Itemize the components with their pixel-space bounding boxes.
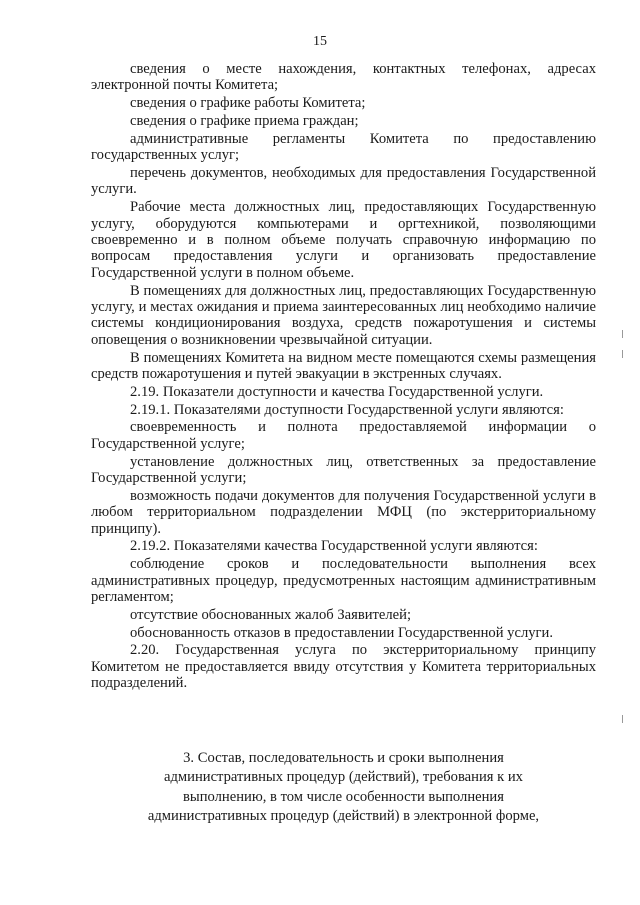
section-heading-line: административных процедур (действий) в электронной форме, [147, 808, 540, 825]
paragraph: сведения о графике работы Комитета; [130, 95, 366, 112]
paragraph: Рабочие места должностных лиц, предоставляющих Государственную услугу, оборудуются компьютерами и оргтехникой, позволяющими своевременно и в полном объеме получать справочную информацию по вопросам предоставления услуги и организовать предоставление Государственной услуги в полном объеме. [91, 199, 596, 281]
paragraph: обоснованность отказов в предоставлении Государственной услуги. [130, 624, 553, 641]
scan-edge-mark [622, 330, 626, 338]
section-heading [91, 749, 596, 827]
paragraph: сведения о месте нахождения, контактных телефонах, адресах электронной почты Комитета; [91, 61, 596, 94]
subsection-title: 2.19.2. Показателями качества Государственной услуги являются: [130, 538, 538, 555]
section-heading-line: выполнению, в том числе особенности выполнения [183, 788, 504, 805]
paragraph: сведения о графике приема граждан; [130, 113, 359, 129]
page-number: 15 [313, 34, 327, 49]
paragraph: установление должностных лиц, ответственных за предоставление Государственной услуги; [91, 453, 596, 487]
paragraph: соблюдение сроков и последовательности выполнения всех административных процедур, предусмотренных настоящим административным регламентом; [91, 556, 596, 606]
section-heading-line: 3. Состав, последовательность и сроки выполнения [183, 750, 504, 766]
section-title: 2.19. Показатели доступности и качества Государственной услуги. [130, 383, 544, 400]
paragraph: В помещениях для должностных лиц, предоставляющих Государственную услугу, и местах ожидания и приема заинтересованных лиц необходимо наличие системы кондиционирования воздуха, средств пожаротушения и системы оповещения о возникновении чрезвычайной ситуации. [91, 282, 596, 348]
scan-edge-mark [622, 715, 626, 723]
paragraph: возможность подачи документов для получения Государственной услуги в любом территориальном подразделении МФЦ (по экстерриториальному принципу). [91, 487, 596, 537]
section-heading-line: административных процедур (действий), требования к их [164, 769, 523, 786]
paragraph: перечень документов, необходимых для предоставления Государственной услуги. [91, 165, 596, 198]
section-title: 2.20. Государственная услуга по экстерриториальному принципу Комитетом не предоставляется ввиду отсутствия у Комитета территориальных подразделений. [91, 642, 596, 692]
scan-edge-mark [622, 350, 626, 358]
paragraph: административные регламенты Комитета по предоставлению государственных услуг; [91, 130, 596, 164]
body-text [91, 61, 596, 693]
paragraph: отсутствие обоснованных жалоб Заявителей; [130, 606, 412, 623]
subsection-title: 2.19.1. Показателями доступности Государственной услуги являются: [130, 401, 564, 418]
paragraph: В помещениях Комитета на видном месте помещаются схемы размещения средств пожаротушения и путей эвакуации в экстренных случаях. [91, 349, 596, 383]
paragraph: своевременность и полнота предоставляемой информации о Государственной услуге; [91, 419, 596, 452]
